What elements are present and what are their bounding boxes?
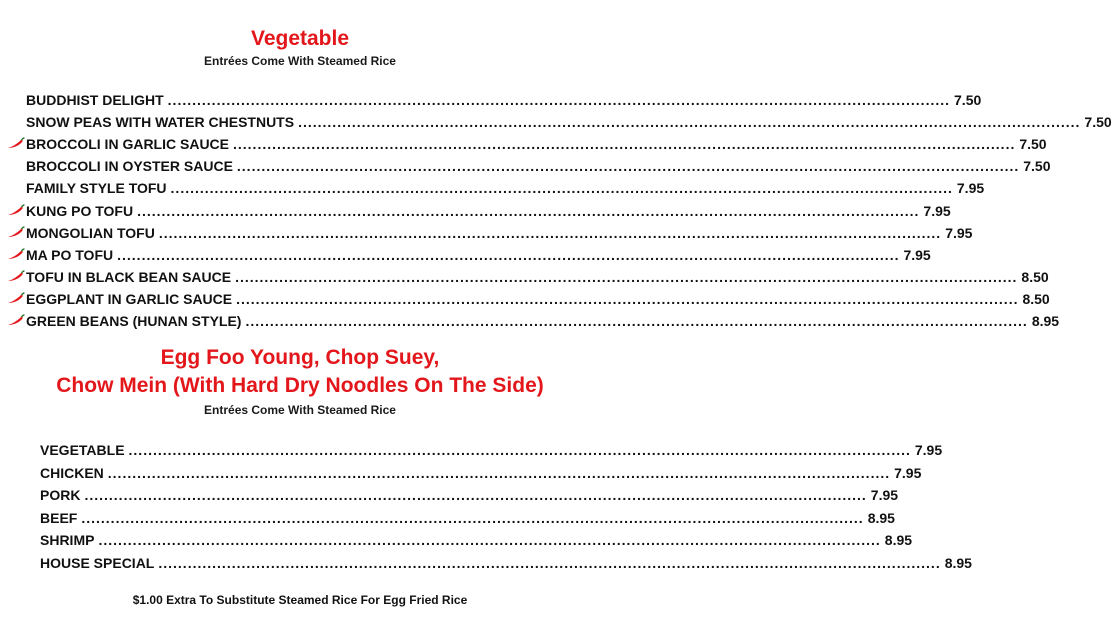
menu-item-row (40, 463, 922, 482)
menu-item-price: 8.50 (1022, 290, 1050, 307)
egg-foo-young-title-line2: Chow Mein (With Hard Dry Noodles On The Side) (56, 374, 544, 397)
menu-item-price: 7.95 (894, 464, 922, 481)
menu-item-row (26, 178, 985, 197)
menu-item-name: CHICKEN (40, 464, 104, 481)
menu-item-price: 7.95 (870, 487, 899, 504)
dot-leader: ................................................................................................................................................................ (128, 442, 911, 458)
dot-leader: ................................................................................................................................................................ (98, 532, 881, 549)
menu-item-name: VEGETABLE (40, 442, 125, 458)
menu-item-price: 8.95 (884, 532, 913, 549)
dot-leader: ................................................................................................................................................................ (298, 114, 1081, 131)
dot-leader: ................................................................................................................................................................ (245, 313, 1028, 329)
menu-item-name: EGGPLANT IN GARLIC SAUCE (26, 290, 233, 307)
menu-item-price: 7.50 (1023, 158, 1051, 175)
menu-item-name: TOFU IN BLACK BEAN SAUCE (26, 268, 232, 285)
dot-leader: ................................................................................................................................................................ (84, 487, 867, 504)
menu-item-name: FAMILY STYLE TOFU (26, 180, 167, 197)
menu-item-price: 7.95 (903, 246, 931, 263)
menu-item-name: BROCCOLI IN OYSTER SAUCE (26, 158, 233, 175)
dot-leader: ................................................................................................................................................................ (235, 268, 1018, 285)
menu-item-row (40, 530, 913, 549)
dot-leader: ................................................................................................................................................................ (117, 246, 900, 263)
menu-item-price: 7.50 (954, 92, 982, 108)
menu-item-row (26, 134, 1047, 153)
dot-leader: ................................................................................................................................................................ (170, 180, 953, 197)
chili-pepper-icon (7, 270, 25, 282)
menu-item-row (26, 223, 973, 242)
menu-item-price: 7.95 (923, 202, 951, 219)
chili-pepper-icon (7, 292, 25, 304)
menu-item-name: GREEN BEANS (HUNAN STYLE) (26, 313, 242, 329)
menu-item-name: HOUSE SPECIAL (40, 555, 155, 571)
menu-item-row (40, 508, 895, 527)
menu-item-row (26, 201, 951, 220)
menu-item-name: BEEF (40, 509, 78, 526)
menu-item-price: 8.95 (1031, 313, 1060, 329)
menu-item-name: MA PO TOFU (26, 246, 114, 263)
menu-item-row (26, 289, 1050, 308)
menu-item-price: 7.95 (914, 442, 943, 458)
menu-item-price: 8.50 (1021, 268, 1049, 285)
menu-item-price: 7.95 (956, 180, 985, 197)
dot-leader: ................................................................................................................................................................ (167, 92, 951, 108)
vegetable-title: Vegetable (250, 27, 350, 50)
menu-item-price: 8.95 (944, 555, 972, 571)
menu-item-price: 7.50 (1019, 136, 1047, 153)
menu-item-row (26, 311, 1060, 330)
menu-item-name: SNOW PEAS WITH WATER CHESTNUTS (26, 114, 295, 131)
menu-item-row (26, 112, 1112, 131)
footer-note: $1.00 Extra To Substitute Steamed Rice For Egg Fried Rice (132, 593, 468, 607)
menu-item-name: MONGOLIAN TOFU (26, 224, 155, 241)
menu-item-row (26, 90, 982, 109)
dot-leader: ................................................................................................................................................................ (236, 290, 1019, 307)
egg-foo-young-title-line1: Egg Foo Young, Chop Suey, (160, 346, 440, 369)
menu-item-price: 7.50 (1084, 114, 1112, 131)
menu-item-name: PORK (40, 487, 81, 504)
chili-pepper-icon (7, 248, 25, 260)
menu-item-row (26, 267, 1049, 286)
menu-item-row (40, 440, 943, 459)
dot-leader: ................................................................................................................................................................ (107, 464, 891, 481)
menu-item-row (26, 156, 1051, 175)
dot-leader: ................................................................................................................................................................ (137, 202, 920, 219)
chili-pepper-icon (7, 314, 25, 326)
menu-item-row (40, 485, 899, 504)
menu-item-row (40, 553, 972, 572)
menu-item-price: 8.95 (867, 509, 895, 526)
chili-pepper-icon (7, 204, 25, 216)
menu-item-price: 7.95 (945, 224, 973, 241)
menu-item-name: KUNG PO TOFU (26, 202, 134, 219)
menu-item-row (26, 245, 931, 264)
dot-leader: ................................................................................................................................................................ (158, 555, 941, 571)
vegetable-subtitle: Entrées Come With Steamed Rice (204, 54, 396, 68)
menu-item-name: BUDDHIST DELIGHT (26, 92, 164, 108)
dot-leader: ................................................................................................................................................................ (233, 136, 1016, 153)
menu-item-name: SHRIMP (40, 532, 95, 549)
chili-pepper-icon (7, 226, 25, 238)
dot-leader: ................................................................................................................................................................ (236, 158, 1020, 175)
chili-pepper-icon (7, 137, 25, 149)
dot-leader: ................................................................................................................................................................ (158, 224, 942, 241)
dot-leader: ................................................................................................................................................................ (81, 509, 864, 526)
menu-item-name: BROCCOLI IN GARLIC SAUCE (26, 136, 229, 153)
egg-foo-young-subtitle: Entrées Come With Steamed Rice (204, 403, 396, 417)
